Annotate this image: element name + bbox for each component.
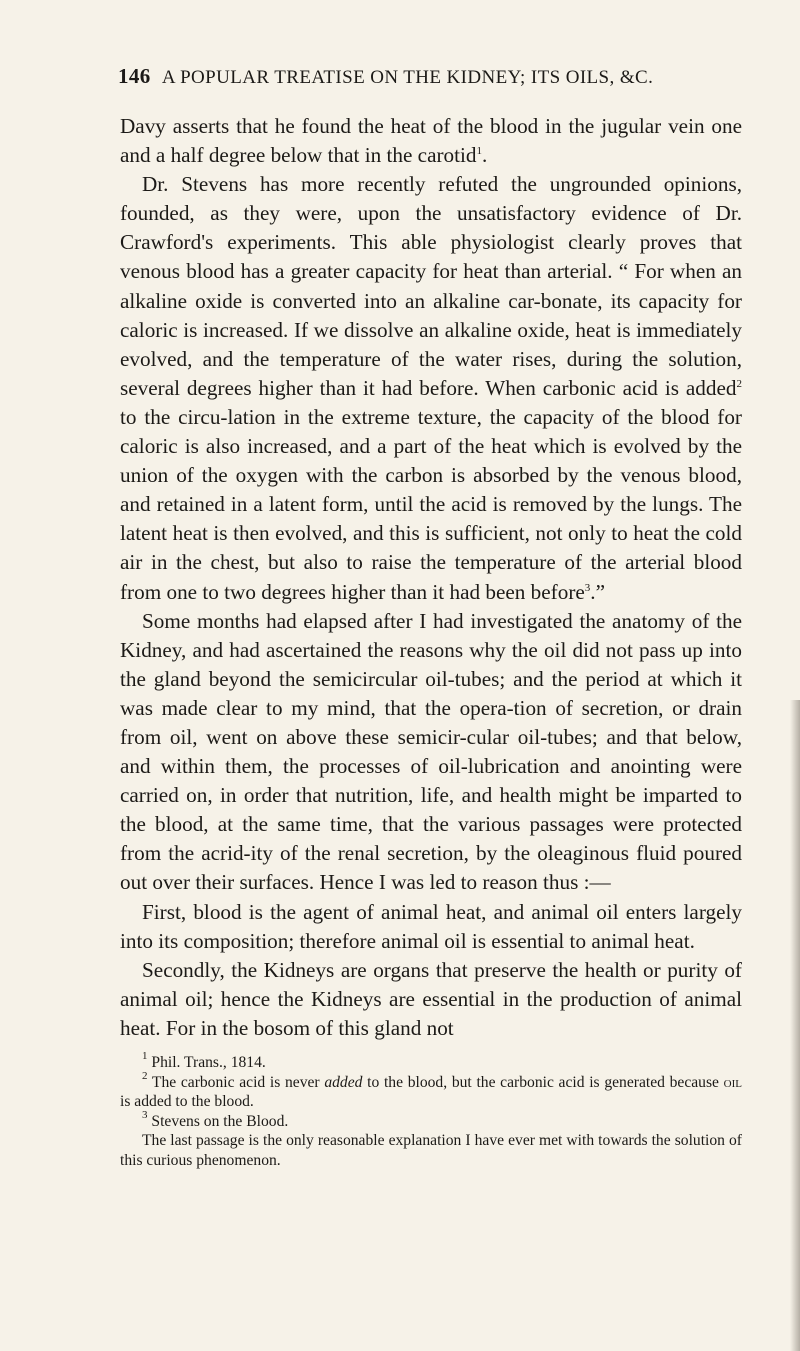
paragraph-3: Some months had elapsed after I had investigated the anatomy of the Kidney, and had ascertained the reasons why the oil did not pass up into the gland beyond the semicircular oil-tubes; and the period at which it was made clear to my mind, that the opera-tion of secretion, or drain from oil, went on above these semicir-cular oil-tubes; and that below, and within them, the processes of oil-lubrication and anointing were carried on, in order that nutrition, life, and health might be imparted to the blood, at the same time, that the various passages were protected from the acrid-ity of the renal secretion, by the oleaginous fluid poured out over their surfaces. Hence I was led to reason thus :— (120, 608, 742, 895)
footnote-1-mark: 1 (142, 1050, 148, 1062)
running-title: A POPULAR TREATISE ON THE KIDNEY; ITS OILS, &C. (161, 67, 654, 88)
page-edge-shadow (790, 700, 800, 1351)
footnote-3 (120, 1108, 742, 1132)
footnote-2-text-c: is added to the blood. (120, 1093, 254, 1111)
footnote-2-smallcaps: oil (723, 1073, 742, 1091)
footnote-3-mark: 3 (142, 1108, 148, 1121)
footnotes (120, 1050, 742, 1171)
paragraph-1-text: Davy asserts that he found the heat of the blood in the jugular vein one and a half degree below that in the carotid (120, 114, 742, 168)
paragraph-2-end: .” (590, 579, 605, 604)
footnote-2-text-b: to the blood, but the carbonic acid is generated because (362, 1073, 724, 1091)
paragraph-1-end: . (482, 143, 488, 168)
paragraph-4: First, blood is the agent of animal heat, and animal oil enters largely into its composition; therefore animal oil is essential to animal heat. (120, 899, 742, 953)
footnote-2-emphasis: added (324, 1073, 363, 1091)
footnote-ref-3: 3 (584, 581, 591, 594)
main-text (120, 112, 742, 1043)
page-number: 146 (118, 64, 151, 88)
running-header (118, 64, 748, 89)
paragraph-5: Secondly, the Kidneys are organs that preserve the health or purity of animal oil; hence the Kidneys are essential in the production of animal heat. For in the bosom of this gland not (120, 957, 742, 1040)
footnote-2 (120, 1069, 742, 1112)
footnote-2-text-a: The carbonic acid is never (147, 1073, 325, 1091)
paragraph-2 (120, 170, 742, 606)
footnote-2-mark: 2 (142, 1069, 148, 1082)
footnote-1 (120, 1050, 742, 1073)
paragraph-2-text-b: to the circu-lation in the extreme texture, the capacity of the blood for caloric is also increased, and a part of the heat which is evolved by the union of the oxygen with the carbon is absorbed by the venous blood, and retained in a latent form, until the acid is removed by the lungs. The latent heat is then evolved, and this is sufficient, not only to heat the cold air in the chest, but also to raise the temperature of the arterial blood from one to two degrees higher than it had been before (120, 404, 742, 604)
footnote-ref-2: 2 (736, 377, 742, 390)
footnote-1-text: Phil. Trans., 1814. (147, 1054, 266, 1071)
footnote-comment: The last passage is the only reasonable explanation I have ever met with towards the solution of this curious phenomenon. (120, 1132, 742, 1169)
paragraph-1 (120, 112, 742, 170)
footnote-ref-1: 1 (476, 145, 483, 158)
paragraph-2-text-a: Dr. Stevens has more recently refuted the ungrounded opinions, founded, as they were, upon the unsatisfactory evidence of Dr. Crawford's experiments. This able physiologist clearly proves that venous blood has a greater capacity for heat than arterial. “ For when an alkaline oxide is converted into an alkaline car-bonate, its capacity for caloric is increased. If we dissolve an alkaline oxide, heat is immediately evolved, and the temperature of the water rises, during the solution, several degrees higher than it had before. When carbonic acid is added (120, 172, 742, 400)
footnote-3-text: Stevens on the Blood. (147, 1112, 289, 1130)
